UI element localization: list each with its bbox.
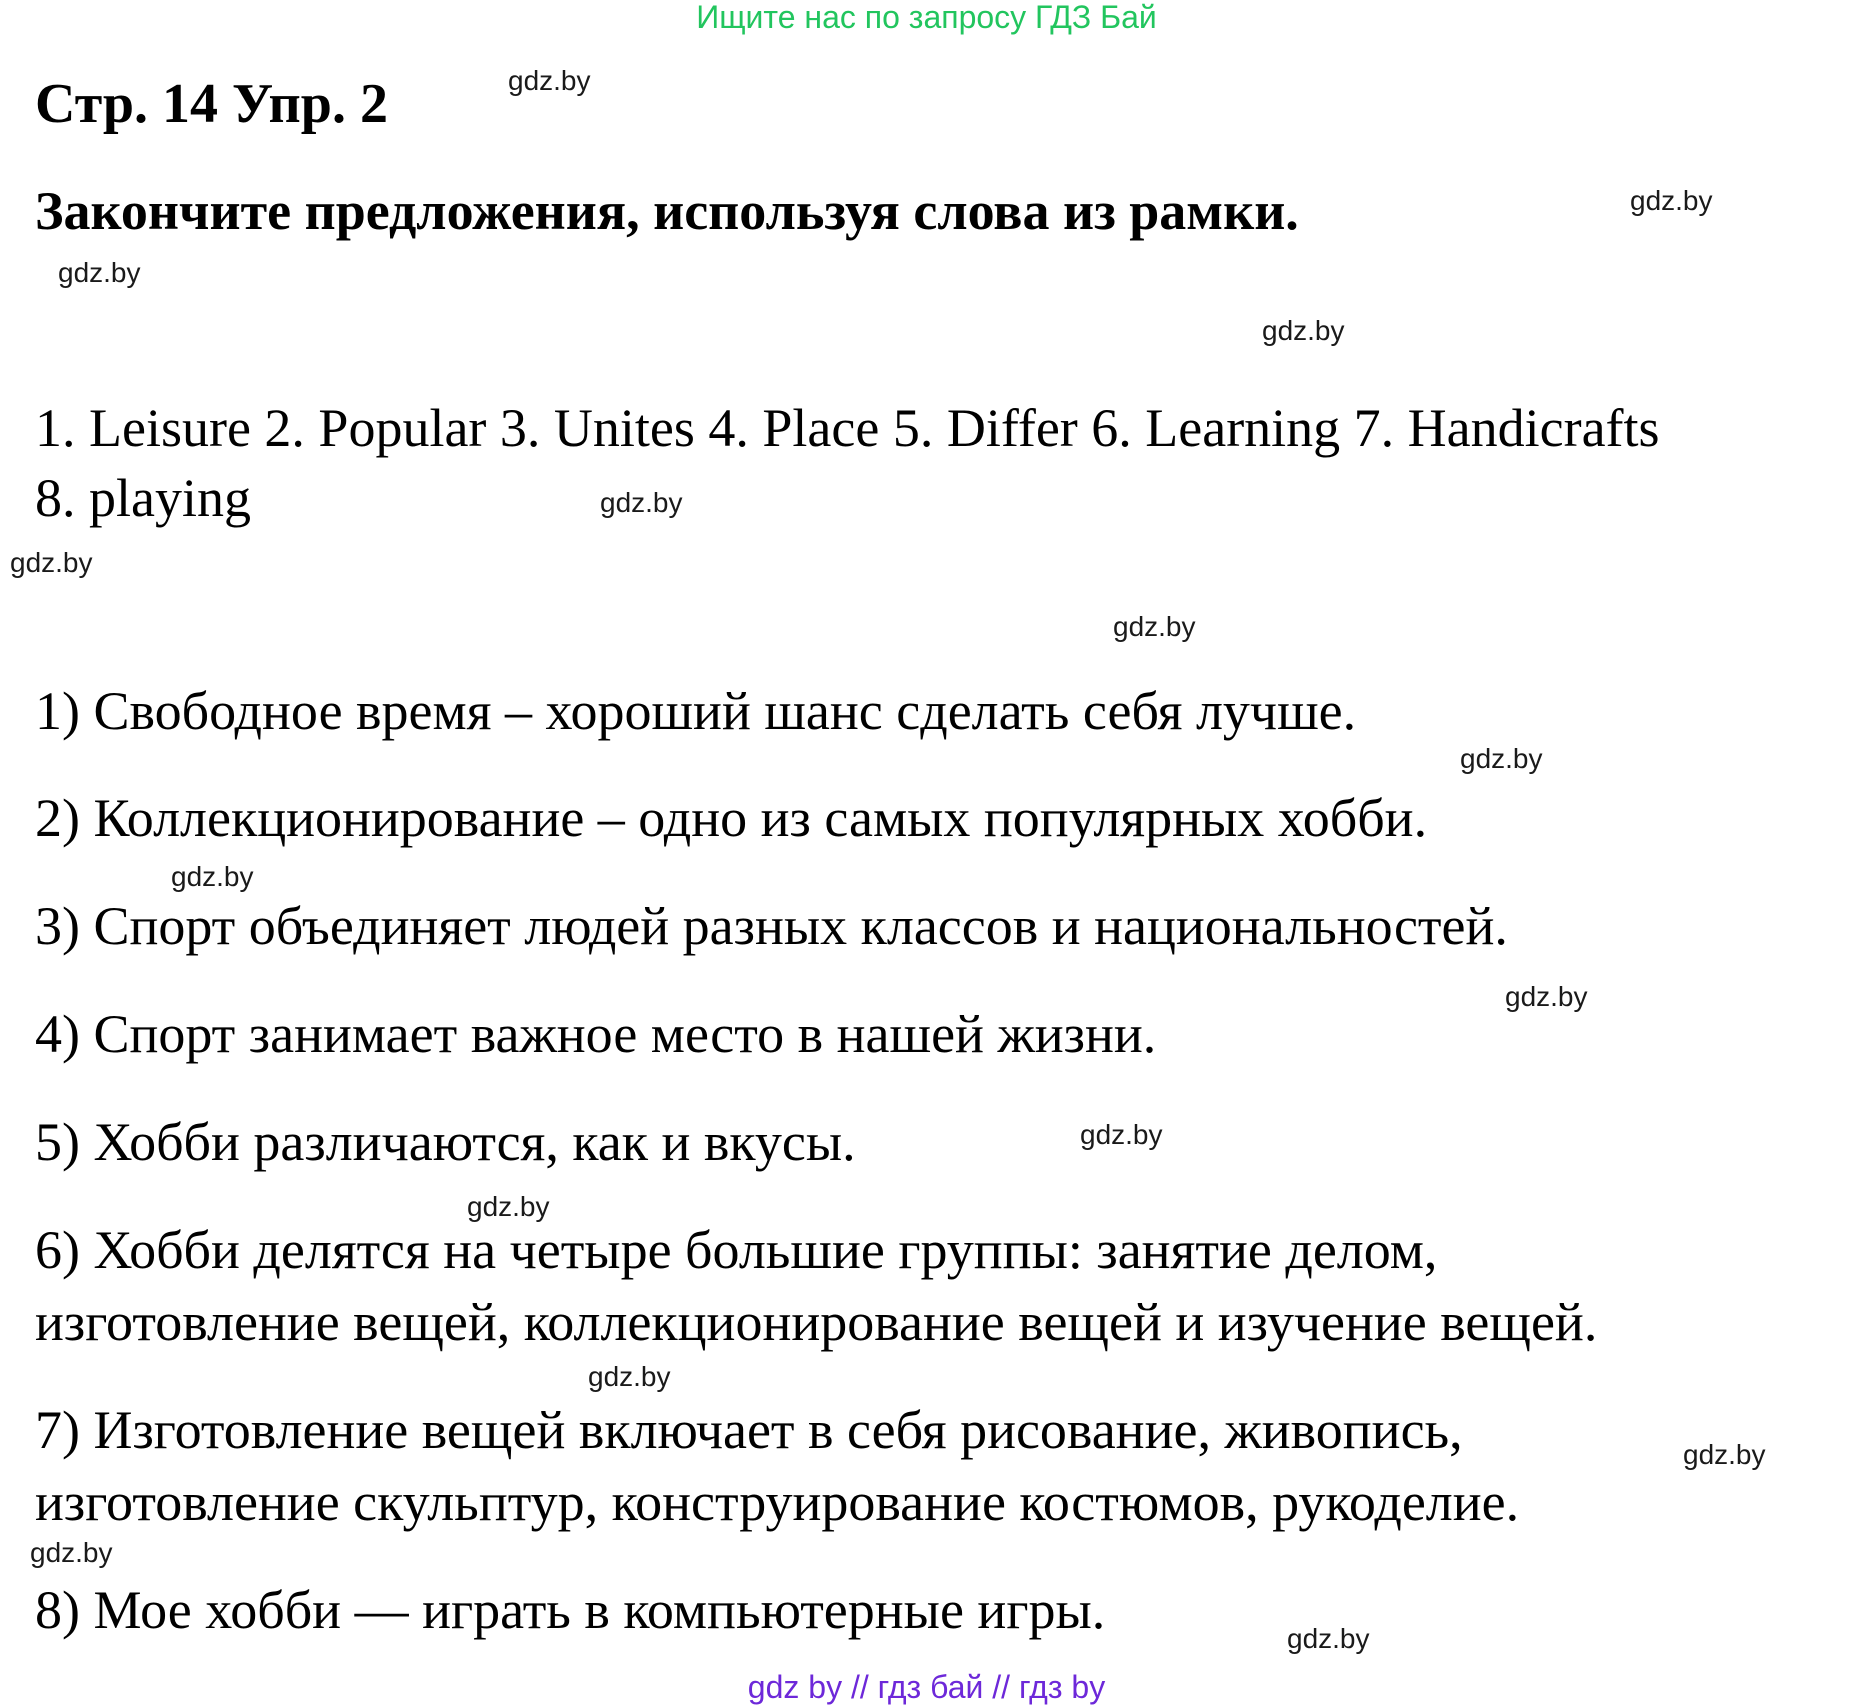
watermark: gdz.by [1505, 981, 1588, 1012]
watermark: gdz.by [10, 547, 93, 578]
watermark: gdz.by [1287, 1623, 1370, 1654]
watermark: gdz.by [600, 487, 683, 518]
top-banner: Ищите нас по запросу ГДЗ Бай [696, 0, 1157, 35]
answer-words-line-2: 8. playing [35, 468, 251, 528]
sentence-3: 3) Спорт объединяет людей разных классов и национальностей. [35, 896, 1508, 956]
watermark: gdz.by [58, 257, 141, 288]
watermark: gdz.by [1630, 185, 1713, 216]
watermark: gdz.by [1683, 1439, 1766, 1470]
sentence-5: 5) Хобби различаются, как и вкусы. [35, 1112, 856, 1172]
exercise-instruction: Закончите предложения, используя слова из рамки. [35, 181, 1299, 241]
sentence-6-line-1: 6) Хобби делятся на четыре большие группы: занятие делом, [35, 1220, 1438, 1280]
sentence-2: 2) Коллекционирование – одно из самых популярных хобби. [35, 788, 1428, 848]
answer-words-line-1: 1. Leisure 2. Popular 3. Unites 4. Place 5. Differ 6. Learning 7. Handicrafts [35, 398, 1660, 458]
sentence-8: 8) Мое хобби — играть в компьютерные игры. [35, 1580, 1106, 1640]
sentence-7-line-2: изготовление скульптур, конструирование костюмов, рукоделие. [35, 1472, 1520, 1532]
watermark: gdz.by [467, 1191, 550, 1222]
sentence-6-line-2: изготовление вещей, коллекционирование вещей и изучение вещей. [35, 1292, 1598, 1352]
watermark: gdz.by [588, 1361, 671, 1392]
footer-links: gdz by // гдз бай // гдз by [747, 1669, 1106, 1705]
sentence-1: 1) Свободное время – хороший шанс сделать себя лучше. [35, 681, 1357, 741]
sentence-7-line-1: 7) Изготовление вещей включает в себя рисование, живопись, [35, 1400, 1463, 1460]
page-title: Стр. 14 Упр. 2 [35, 73, 388, 135]
watermark: gdz.by [1460, 743, 1543, 774]
watermark: gdz.by [171, 861, 254, 892]
watermark: gdz.by [1113, 611, 1196, 642]
sentence-4: 4) Спорт занимает важное место в нашей жизни. [35, 1004, 1157, 1064]
watermark: gdz.by [1262, 315, 1345, 346]
watermark: gdz.by [30, 1537, 113, 1568]
watermark: gdz.by [508, 65, 591, 96]
watermark: gdz.by [1080, 1119, 1163, 1150]
